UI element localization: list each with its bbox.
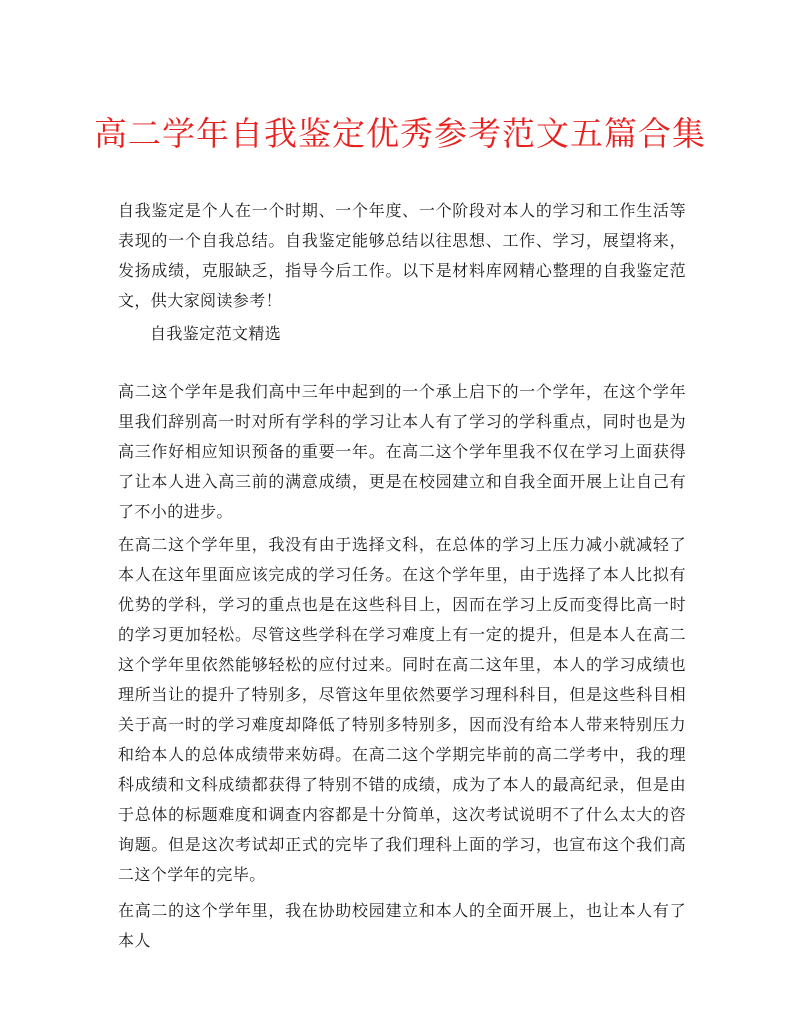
intro-paragraph: 自我鉴定是个人在一个时期、一个年度、一个阶段对本人的学习和工作生活等表现的一个自我总结。自我鉴定能够总结以往思想、工作、学习，展望将来，发扬成绩，克服缺乏，指导今后工作。以下是材料库网精心整理的自我鉴定范文，供大家阅读参考！ (118, 201, 686, 310)
body-paragraph-1: 高二这个学年是我们高中三年中起到的一个承上启下的一个学年，在这个学年里我们辞别高一时对所有学科的学习让本人有了学习的学科重点，同时也是为高三作好相应知识预备的重要一年。在高二这个学年里我不仅在学习上面获得了让本人进入高三前的满意成绩，更是在校园建立和自我全面开展上让自己有了不小的进步。 (118, 382, 686, 521)
body-paragraph-3: 在高二的这个学年里，我在协助校园建立和本人的全面开展上，也让本人有了本人 (118, 901, 686, 950)
section-subheading: 自我鉴定范文精选 (150, 324, 282, 343)
body-paragraph-2: 在高二这个学年里，我没有由于选择文科，在总体的学习上压力减小就减轻了本人在这年里面应该完成的学习任务。在这个学年里，由于选择了本人比拟有优势的学科，学习的重点也是在这些科目上，因而在学习上反而变得比高一时的学习更加轻松。尽管这些学科在学习难度上有一定的提升，但是本人在高二这个学年里依然能够轻松的应付过来。同时在高二这年里，本人的学习成绩也理所当让的提升了特别多，尽管这年里依然要学习理科科目，但是这些科目相关于高一时的学习难度却降低了特别多特别多，因而没有给本人带来特别压力和给本人的总体成绩带来妨碍。在高二这个学期完毕前的高二学考中，我的理科成绩和文科成绩都获得了特别不错的成绩，成为了本人的最高纪录，但是由于总体的标题难度和调查内容都是十分简单，这次考试说明不了什么太大的咨询题。但是这次考试却正式的完毕了我们理科上面的学习，也宣布这个我们高二这个学年的完毕。 (118, 535, 686, 884)
document-title: 高二学年自我鉴定优秀参考范文五篇合集 (94, 114, 706, 153)
